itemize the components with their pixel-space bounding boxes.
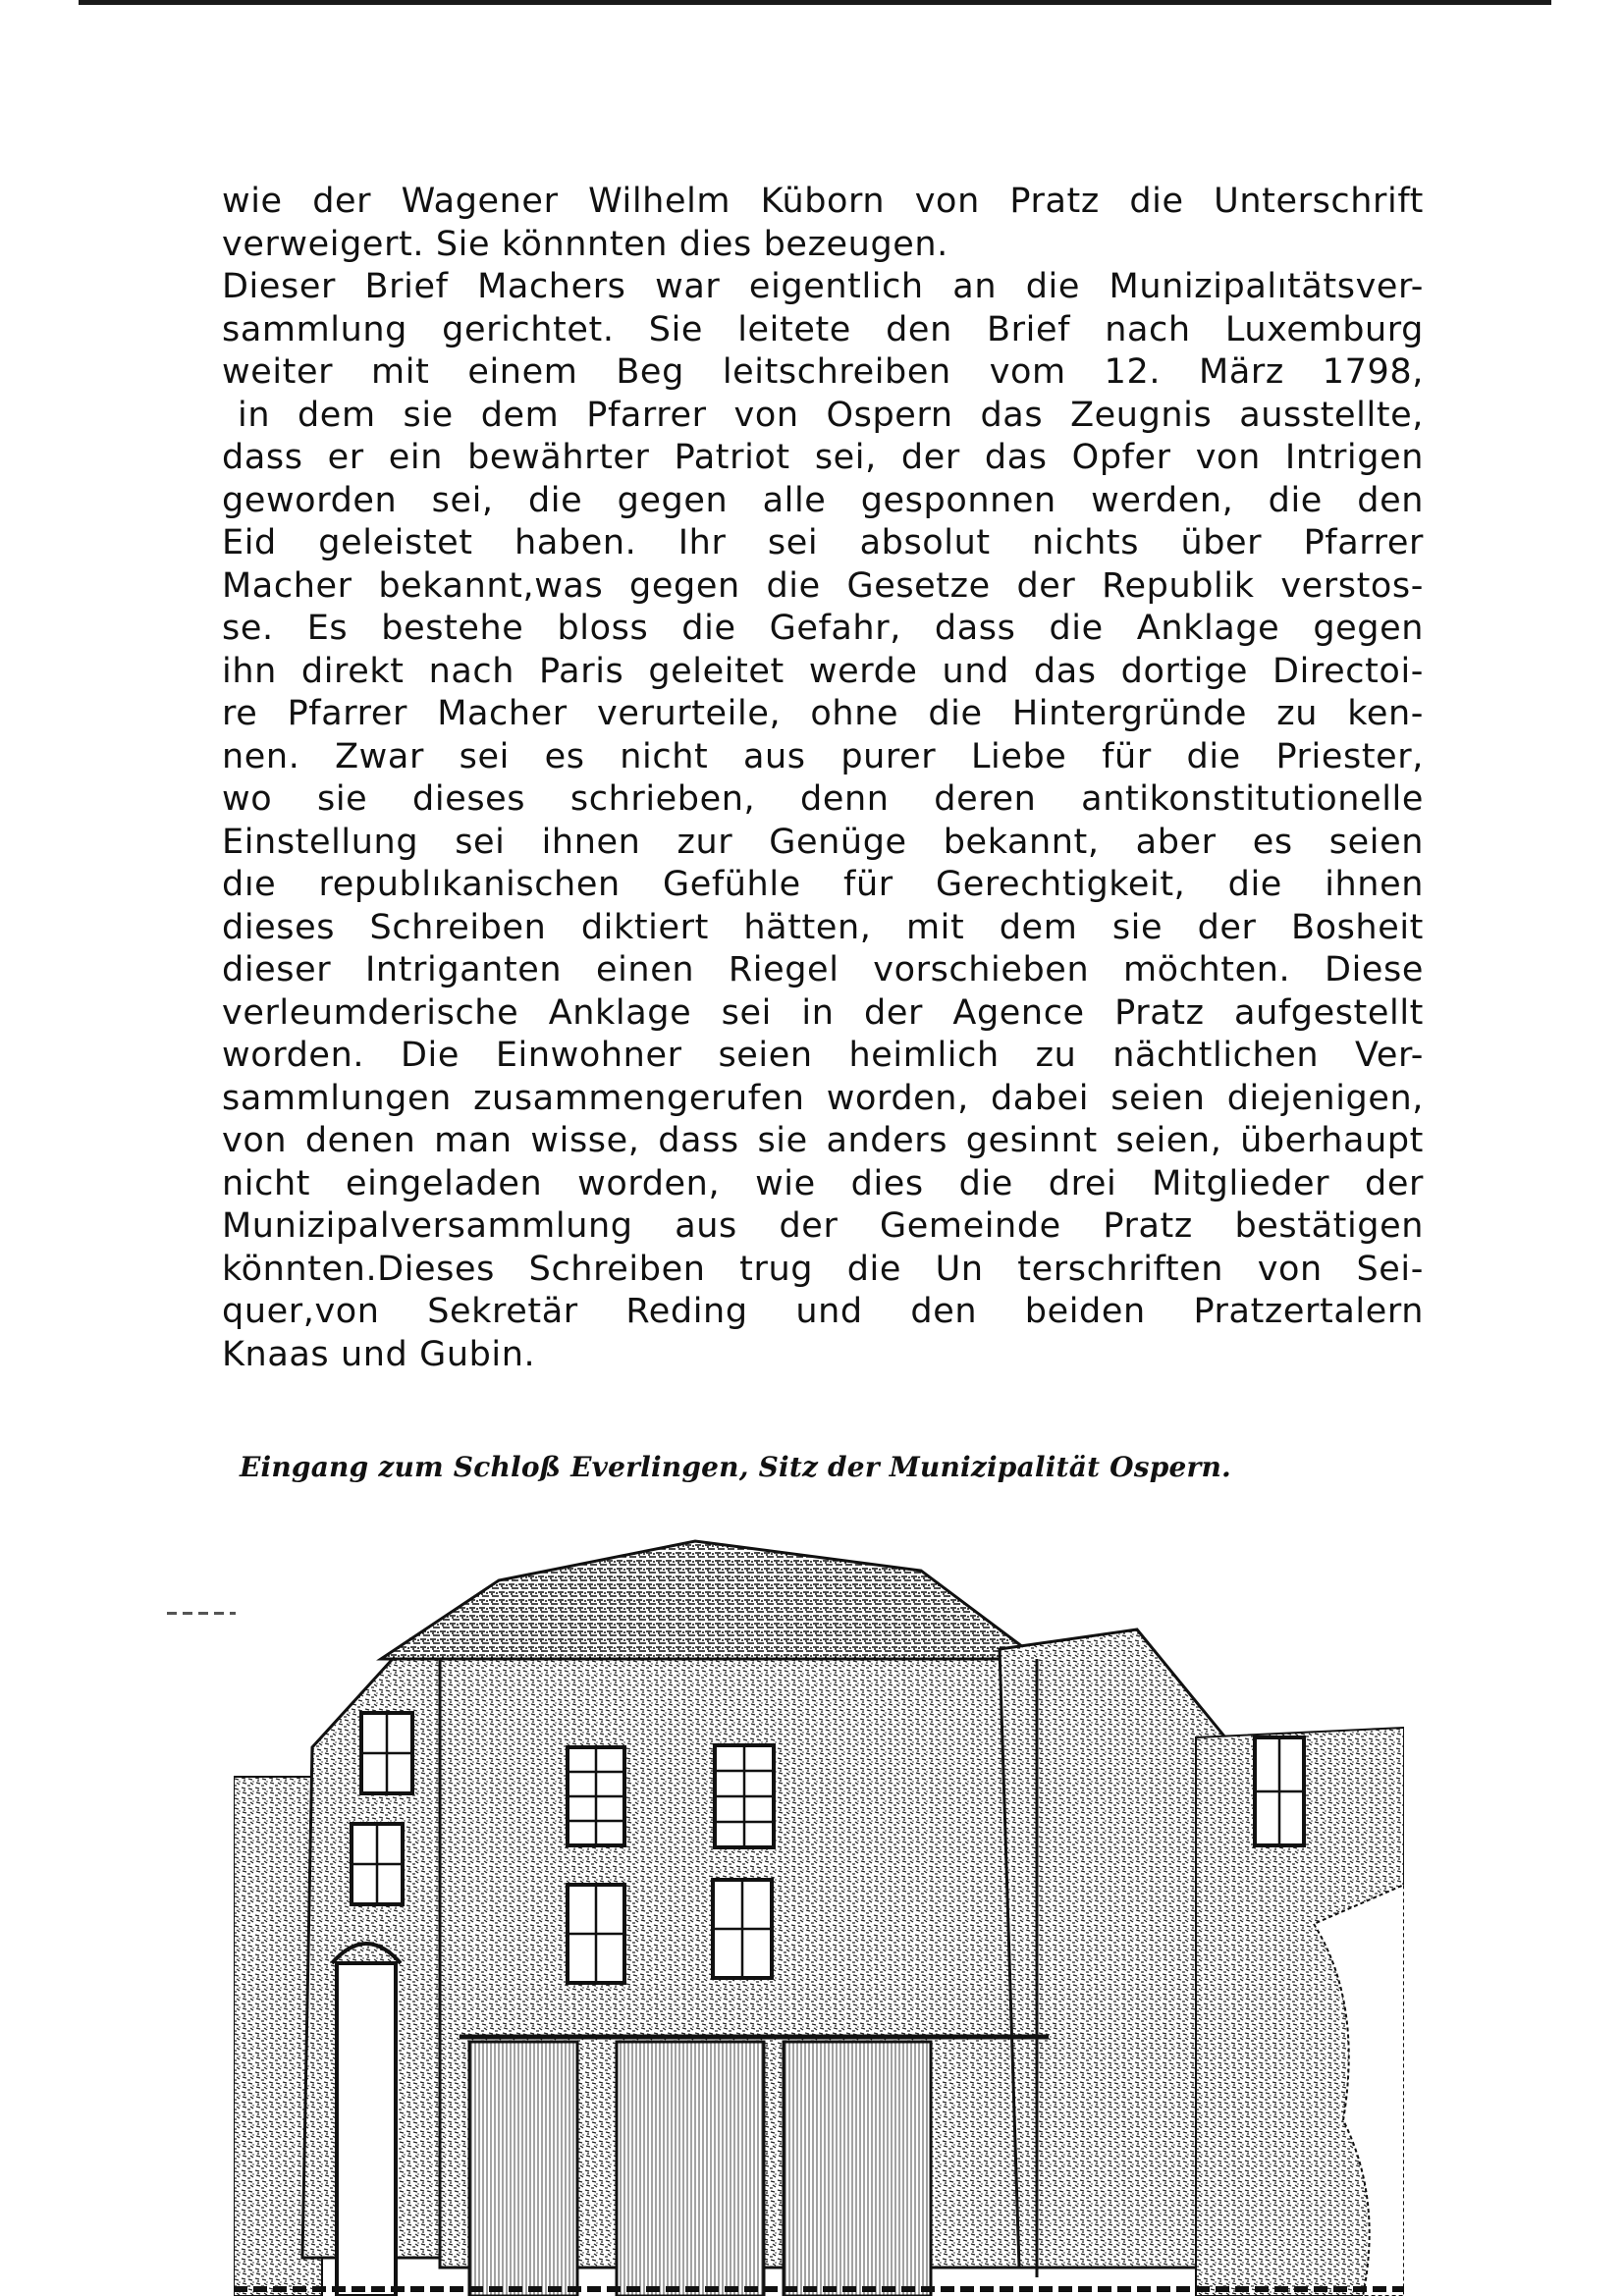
castle-photo — [234, 1512, 1404, 2296]
castle-illustration — [234, 1541, 1404, 2296]
text-line: sammlungen zusammengerufen worden, dabei seien diejenigen, — [222, 1078, 1424, 1118]
text-line: nen. Zwar sei es nicht aus purer Liebe für die Priester, — [222, 736, 1424, 776]
text-line: könnten.Dieses Schreiben trug die Un terschriften von Sei- — [222, 1249, 1424, 1289]
text-line: geworden sei, die gegen alle gesponnen werden, die den — [222, 480, 1424, 520]
text-line: wo sie dieses schrieben, denn deren antikonstitutionelle — [222, 779, 1424, 819]
text-line: quer,von Sekretär Reding und den beiden Pratzertalern — [222, 1292, 1424, 1331]
text-line: in dem sie dem Pfarrer von Ospern das Zeugnis ausstellte, — [238, 395, 1424, 435]
text-line: Macher bekannt,was gegen die Gesetze der Republik verstos- — [222, 565, 1424, 606]
text-line: nicht eingeladen worden, wie dies die drei Mitglieder der — [222, 1163, 1424, 1203]
text-line: wie der Wagener Wilhelm Küborn von Pratz die Unterschrift — [222, 182, 1424, 221]
text-line: se. Es bestehe bloss die Gefahr, dass die Anklage gegen — [222, 609, 1424, 648]
text-line: re Pfarrer Macher verurteile, ohne die Hintergründe zu ken- — [222, 694, 1424, 733]
text-line: ihn direkt nach Paris geleitet werde und das dortige Directoi- — [222, 651, 1424, 691]
text-line: Dieser Brief Machers war eigentlich an die Munizipalıtätsver- — [222, 267, 1424, 306]
text-line: worden. Die Einwohner seien heimlich zu nächtlichen Ver- — [222, 1036, 1424, 1075]
text-line: verleumderische Anklage sei in der Agence Pratz aufgestellt — [222, 992, 1424, 1033]
text-line: dıe republıkanischen Gefühle für Gerechtigkeit, die ihnen — [222, 865, 1424, 904]
margin-mark — [167, 1612, 236, 1615]
photo-caption: Eingang zum Schloß Everlingen, Sitz der Munizipalität Ospern. — [240, 1451, 1231, 1483]
text-line: von denen man wisse, dass sie anders gesinnt seien, überhaupt — [222, 1121, 1424, 1160]
text-line: dieses Schreiben diktiert hätten, mit dem sie der Bosheit — [222, 907, 1424, 947]
text-line: weiter mit einem Beg leitschreiben vom 12. März 1798, — [222, 352, 1424, 392]
text-line: dieser Intriganten einen Riegel vorschieben möchten. Diese — [222, 950, 1424, 989]
text-line: Einstellung sei ihnen zur Genüge bekannt, aber es seien — [222, 822, 1424, 862]
body-text — [222, 181, 1424, 1376]
text-line: dass er ein bewährter Patriot sei, der das Opfer von Intrigen — [222, 438, 1424, 477]
text-line: verweigert. Sie könnnten dies bezeugen. — [222, 224, 948, 264]
text-line: Eid geleistet haben. Ihr sei absolut nichts über Pfarrer — [222, 523, 1424, 562]
text-line: Munizipalversammlung aus der Gemeinde Pratz bestätigen — [222, 1206, 1424, 1246]
top-border-rule — [79, 0, 1551, 5]
text-line: sammlung gerichtet. Sie leitete den Brief nach Luxemburg — [222, 309, 1424, 349]
text-line: Knaas und Gubin. — [222, 1334, 536, 1374]
